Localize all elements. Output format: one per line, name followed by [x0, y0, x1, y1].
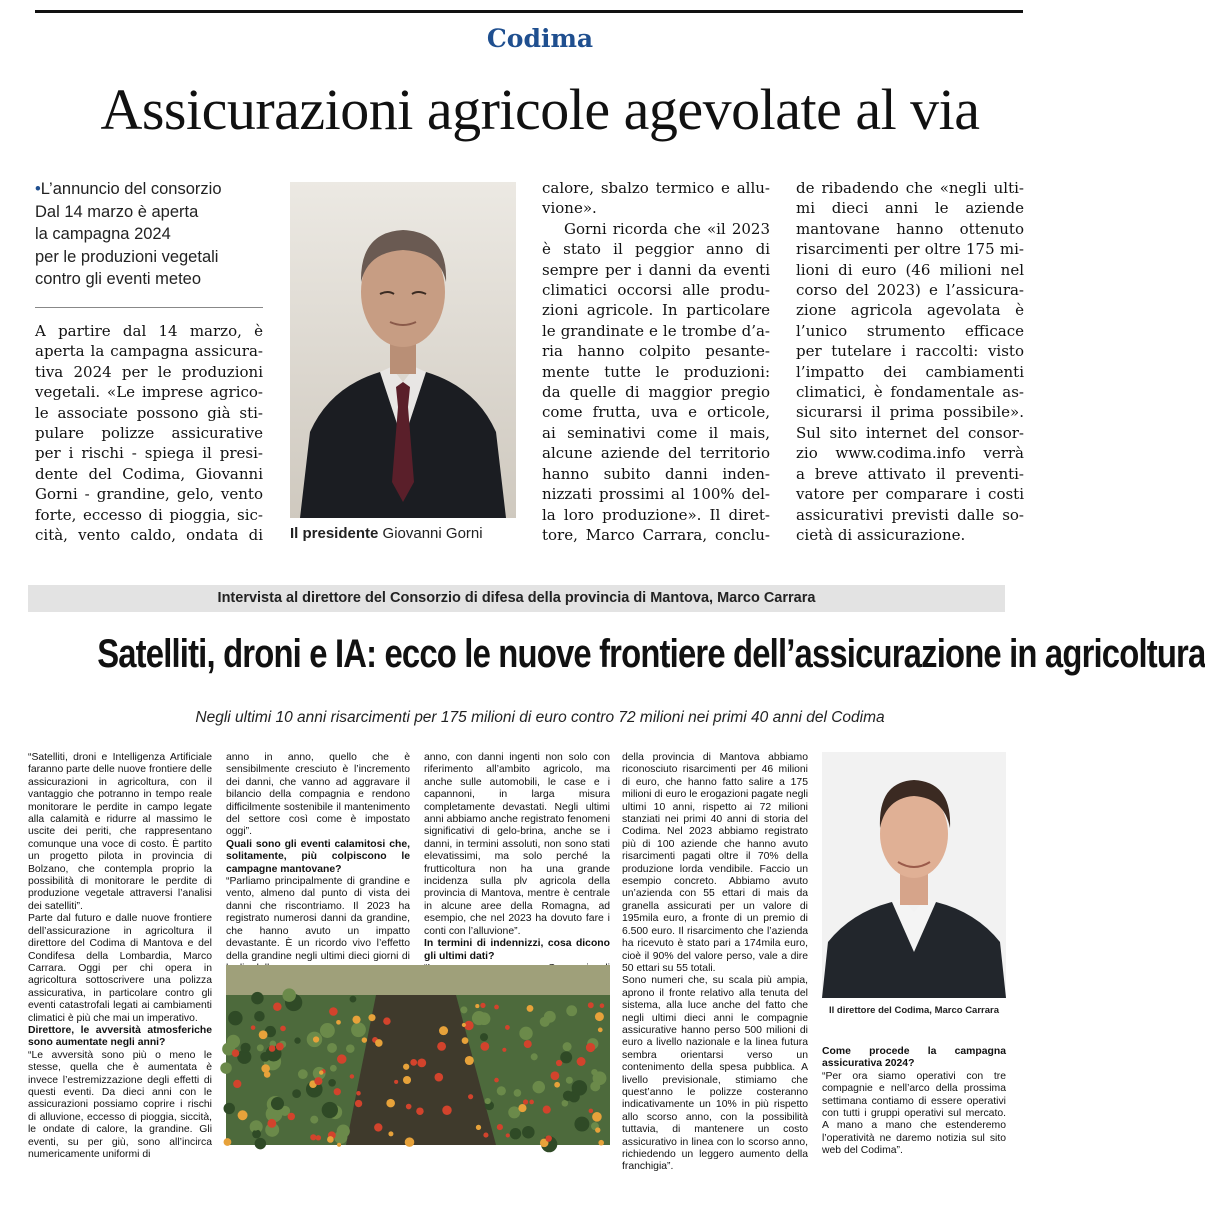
text-line: climatici, è fondamentale as- [796, 383, 1024, 402]
text-line: cietà di assicurazione. [796, 525, 966, 544]
president-photo [290, 182, 516, 518]
interview-banner-text: Intervista al direttore del Consorzio di difesa della provincia di Mantova, Marco Carrara [217, 590, 816, 606]
text-line: calore, sbalzo termico e allu- [542, 179, 770, 197]
summary-line: contro gli eventi meteo [35, 270, 202, 288]
text-line: climatici occorsi alle produ- [542, 281, 770, 300]
text-line: cità, vento caldo, ondata di [35, 526, 263, 545]
summary-line: L’annuncio del consorzio [40, 180, 222, 198]
text-line: zione agricola agevolata è [796, 301, 1024, 320]
interview-column-4 [622, 752, 808, 1174]
text-line: A partire dal 14 marzo, è [35, 322, 263, 340]
text-line: per i rischi - spiega il presi- [35, 444, 263, 463]
text-line: per tutelare i raccolti: visto [796, 342, 1024, 361]
text-line: da quelle di maggior pregio [542, 383, 770, 402]
text-line: mi dieci anni le aziende [796, 199, 1024, 218]
summary-box [35, 178, 263, 291]
text-line: ria hanno colpito pesante- [542, 342, 770, 361]
caption-label: Il presidente [290, 525, 379, 542]
main-headline: Assicurazioni agricole agevolate al via [100, 77, 980, 142]
paragraph: “Satelliti, droni e Intelligenza Artificiale faranno parte delle nuove frontiere delle assicurazioni in agricoltura, con il vantaggio che potranno in tempo reale monitorare le perdite in campo legate alla calamità e ridurre al massimo le uscite dei periti, che rappresentano comunque una voce di costo. È partito un progetto pilota in provincia di Bolzano, che contempla proprio la possibilità di monitorare le perdite di produzione vegetale attraversi l’analisi dei satelliti”. [28, 752, 212, 912]
text-line: Gorni - grandine, gelo, vento [35, 485, 263, 504]
text-line: come frutta, uva e orticole, [542, 403, 770, 422]
question: Come procede la campagna assicurativa 2024? [822, 1046, 1006, 1070]
summary-line: Dal 14 marzo è aperta [35, 202, 199, 221]
paragraph: anno in anno, quello che è sensibilmente cresciuto è l’incremento dei danni, che vanno ad aggravare il bilancio della compagnia e rendono difficilmente sostenibile il mantenimento del settore così come è impostato oggi”. [226, 752, 410, 838]
text-line: zio www.codima.info verrà [796, 444, 1024, 463]
text-line: lioni di euro (46 milioni nel [796, 260, 1024, 279]
text-line: vegetali. «Le imprese agrico- [35, 383, 263, 402]
portrait-man-blazer-icon [822, 752, 1006, 998]
interview-subheadline: Negli ultimi 10 anni risarcimenti per 175 milioni di euro contro 72 milioni nei primi 40 anni del Codima [195, 709, 885, 726]
portrait-man-suit-icon [290, 182, 516, 518]
text-line: tiva 2024 per le produzioni [35, 362, 263, 381]
text-line: tore, Marco Carrara, conclu- [542, 525, 770, 544]
paragraph: della provincia di Mantova abbiamo riconosciuto risarcimenti per 46 milioni di euro, che hanno fatto salire a 175 milioni di euro le erogazioni pagate negli ultimi 10 anni, rispetto ai 72 milioni stanziati nei primi 40 anni di storia del Codima. Nel 2023 abbiamo registrato più di 100 aziende che hanno avuto risarcimenti pagati oltre il 70% della produzione lorda vendibile. Faccio un esempio concreto. Abbiamo avuto un’azienda con 55 ettari di mais da granella assicurati per un valore di 195mila euro, a fronte di un premio di 6.500 euro. Il risarcimento che l’azienda ha ricevuto è stato pari a 174mila euro, cioè il 90% del valore perso, vale a dire 50 ettari su 55 totali. [622, 752, 808, 974]
text-line: vatore per comparare i costi [796, 485, 1024, 504]
director-photo [822, 752, 1006, 998]
tomato-field-photo [226, 965, 610, 1145]
interview-column-1 [28, 752, 212, 1161]
summary-line: la campagna 2024 [35, 225, 171, 243]
director-caption: Il direttore del Codima, Marco Carrara [829, 1005, 999, 1016]
text-line: forte, eccesso di pioggia, sic- [35, 505, 263, 524]
section-title: Codima [486, 24, 594, 53]
text-line: l’unico strumento efficace [796, 321, 1024, 340]
top-rule [35, 10, 1023, 13]
text-line: nizzati prossimi al 100% del- [542, 485, 770, 504]
text-line: zioni agricole. In particolare [542, 301, 770, 320]
text-line: hanno subito danni inden- [542, 464, 770, 483]
paragraph: “Parliamo principalmente di grandine e vento, almeno dal punto di vista dei danni che riscontriamo. Il 2023 ha registrato numerosi danni da grandine, che hanno avuto un impatto devastante. È un ricordo vivo l’effetto della grandine negli ultimi dieci giorni di [226, 876, 410, 962]
text-line: vione». [542, 199, 597, 218]
text-line: a breve attivato il preventi- [796, 464, 1024, 483]
text-line: assicurativi previsti dalle so- [796, 505, 1024, 524]
text-line: corso del 2023) e l’assicura- [796, 281, 1024, 300]
interview-column-2 [226, 752, 410, 975]
interview-column-5 [822, 1046, 1006, 1158]
text-line: sicurarsi il prima possibile». [796, 403, 1024, 422]
text-line: sempre per i danni da eventi [542, 260, 770, 279]
question: In termini di indennizzi, cosa dicono gli ultimi dati? [424, 938, 610, 962]
article1-column-1 [35, 321, 263, 545]
text-line: dente del Codima, Giovanni [35, 464, 263, 483]
text-line: la loro produzione». Il diret- [542, 505, 770, 524]
question: Quali sono gli eventi calamitosi che, solitamente, più colpiscono le campagne mantovane? [226, 838, 410, 875]
caption-name: Giovanni Gorni [382, 525, 483, 542]
text-line: mantovane hanno ottenuto [796, 219, 1024, 238]
text-line: ai seminativi come il mais, [542, 423, 770, 442]
summary-divider [35, 307, 263, 308]
text-line: l’impatto dei cambiamenti [796, 362, 1024, 381]
text-line: pulare polizze assicurative [35, 424, 263, 443]
question: Direttore, le avversità atmosferiche sono aumentate negli anni? [28, 1024, 212, 1049]
text-line: mente tutte le produzioni: [542, 362, 770, 381]
text-line: risarcimenti per oltre 175 mi- [796, 240, 1024, 259]
text-line: le associate possono già sti- [35, 403, 263, 422]
interview-headline: Satelliti, droni e IA: ecco le nuove frontiere dell’assicurazione in agricoltura [97, 632, 1205, 676]
article1-column-2 [542, 178, 770, 545]
paragraph: Parte dal futuro e dalle nuove frontiere dell’assicurazione in agricoltura il direttore del Codima di Mantova e del Condifesa della Lombardia, Marco Carrara. Oggi per chi opera in agricoltura sottoscrivere una polizza assicurativa, in particolare contro gli eventi catastrofali legati ai cambiamenti climatici è più che mai un imperativo. [28, 913, 212, 1024]
text-line: alcune aziende del territorio [542, 444, 770, 463]
bullet-icon: • [35, 180, 41, 198]
text-line: Sul sito internet del consor- [796, 423, 1024, 442]
paragraph: anno, con danni ingenti non solo con riferimento all’ambito agricolo, ma anche sulle automobili, le case e i capannoni, in larga misura completamente devastati. Negli ultimi anni abbiamo anche registrato fenomeni significativi di gelo-brina, anche se i danni, in termini assoluti, non sono stati elevatissimi, ma solo perché la frutticoltura non ha una grande incidenza sulla plv agricola della provincia di Mantova, mentre è centrale in alcune aree della Romagna, ad esempio, che nel 2023 ha dovuto fare i conti con l’alluvione”. [424, 752, 610, 937]
president-caption [290, 525, 530, 542]
text-line: Gorni ricorda che «il 2023 [564, 219, 770, 238]
summary-line: per le produzioni vegetali [35, 247, 219, 266]
paragraph: “Per ora siamo operativi con tre compagnie e nell’arco della prossima settimana contiamo di essere operativi con tutti i gruppi operativi sul mercato. A mano a mano che estenderemo l’operatività ne daremo notizia sul sito web del Codima”. [822, 1070, 1006, 1157]
paragraph: “Le avversità sono più o meno le stesse, quella che è aumentata è invece l’estremizzazione degli effetti di questi eventi. Da dieci anni con le assicurazioni possiamo coprire i rischi di alluvione, eccesso di pioggia, siccità, le ondate di calore, la grandine. Gli eventi, su per giù, sono all’incirca numericamente uniformi di [28, 1049, 212, 1160]
text-line: aperta la campagna assicura- [35, 342, 263, 361]
text-line: è stato il peggior anno di [542, 240, 770, 259]
interview-column-3 [424, 752, 610, 988]
text-line: de ribadendo che «negli ulti- [796, 179, 1024, 197]
text-line: le grandinate e le trombe d’a- [542, 321, 770, 340]
article1-column-3 [796, 178, 1024, 545]
paragraph: Sono numeri che, su scala più ampia, aprono il fronte relativo alla tenuta del sistema, alla luce anche del fatto che negli ultimi dieci anni le compagnie assicurative hanno perso 500 milioni di euro a livello nazionale e la linea futura sembra orientarsi verso un contenimento della spesa pubblica. A livello previsionale, stimiamo che quest’anno le polizze costeranno indicativamente un 10% in più rispetto allo scorso anno, con la possibilità tuttavia, di mantenere un costo assicurativo in linea con lo scorso anno, richiedendo un leggero aumento della franchigia”. [622, 975, 808, 1173]
tomato-plants-icon [226, 965, 610, 1145]
